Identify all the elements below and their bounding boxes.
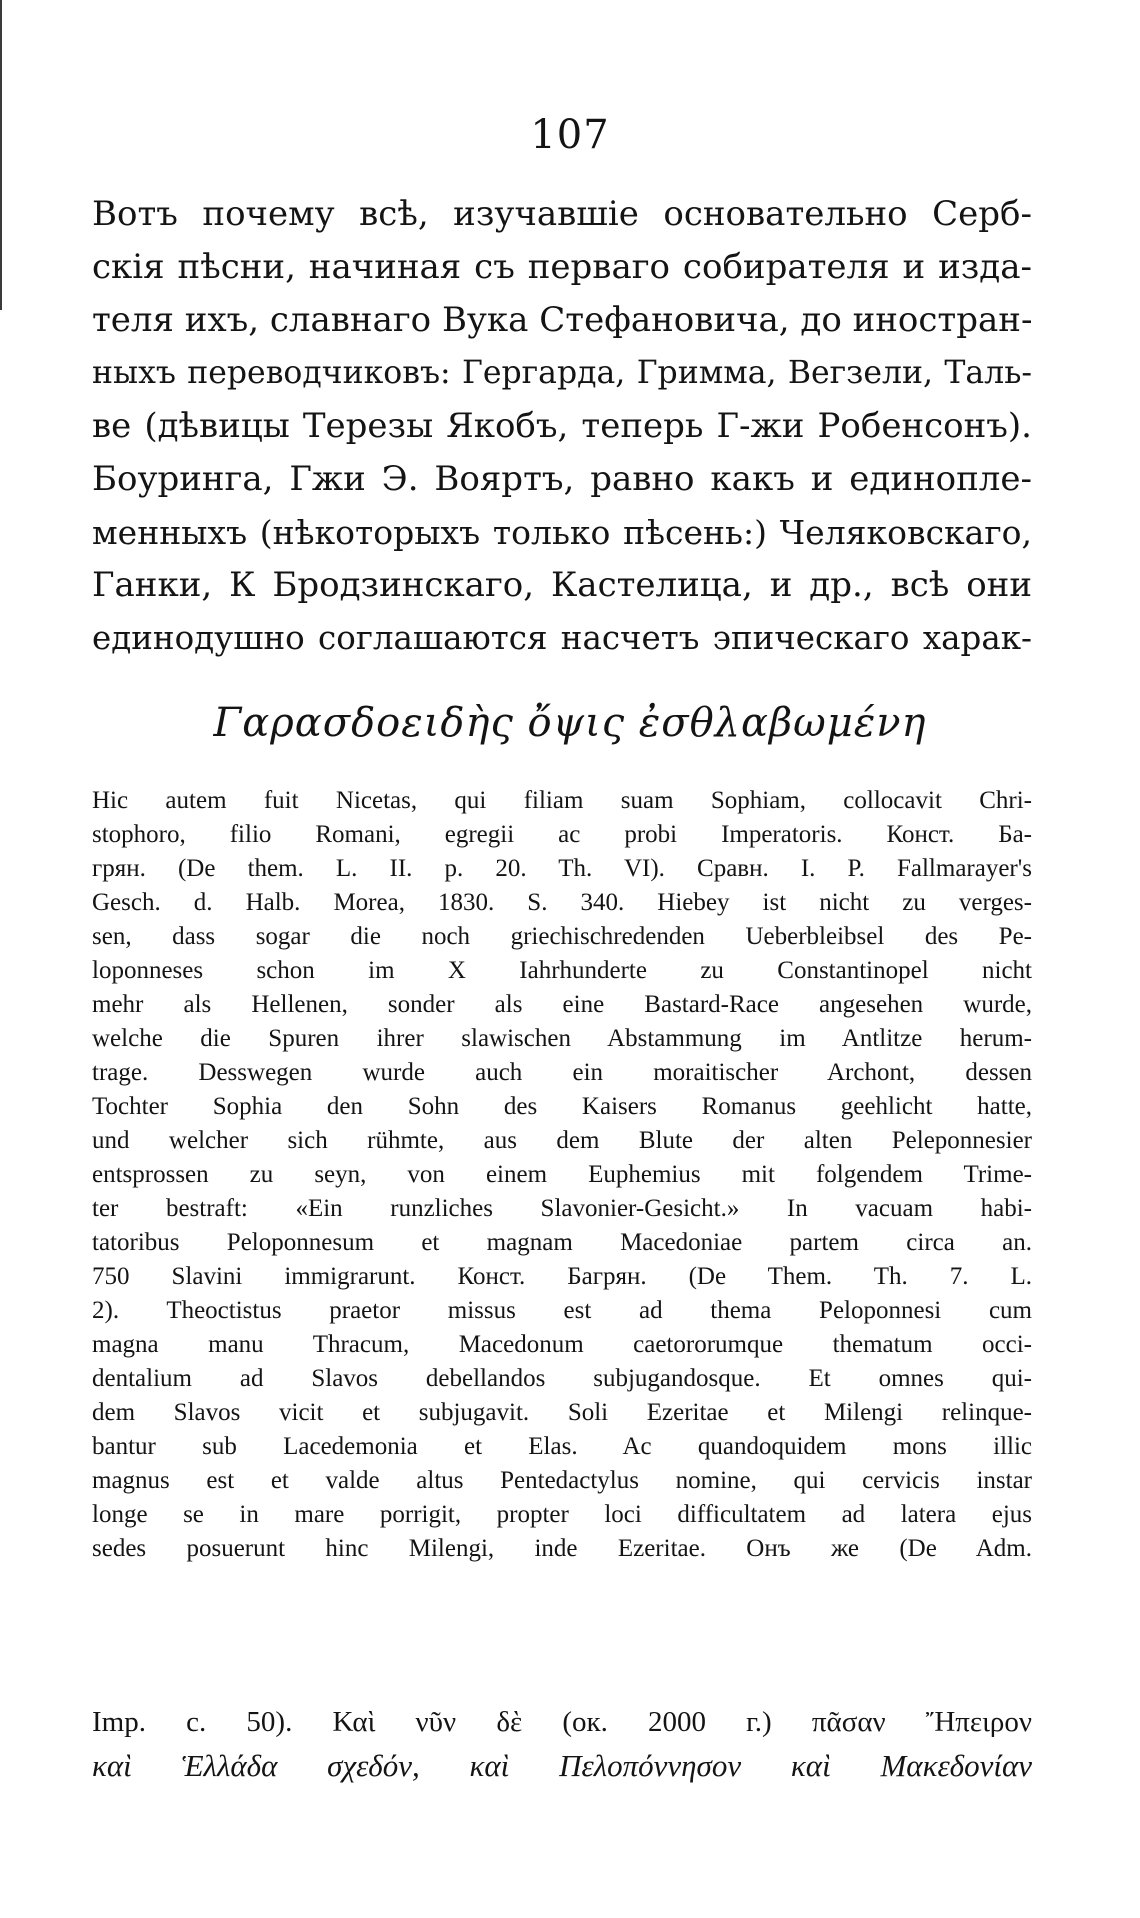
footnote — [92, 784, 1032, 1566]
footnote-line: sen, dass sogar die noch griechischredenden Ueberbleibsel des Pe- — [92, 923, 1032, 950]
main-line: Ганки, К Бродзинскаго, Кастелица, и др., всѣ они — [92, 565, 1032, 605]
main-line: менныхъ (нѣкоторыхъ только пѣсень:) Челяковскаго, — [92, 513, 1032, 552]
footnote-line: 750 Slavini immigrarunt. Конст. Багрян. (De Them. Th. 7. L. — [92, 1263, 1032, 1290]
footnote-line: dentalium ad Slavos debellandos subjugandosque. Et omnes qui- — [92, 1365, 1032, 1392]
footnote-line: Hic autem fuit Nicetas, qui filiam suam Sophiam, collocavit Chri- — [92, 787, 1032, 814]
footnote-line: sedes posuerunt hinc Milengi, inde Ezeritae. Онъ же (De Adm. — [92, 1535, 1032, 1562]
footnote-line: trage. Desswegen wurde auch ein moraitischer Archont, dessen — [92, 1059, 1032, 1086]
footnote-line: welche die Spuren ihrer slawischen Abstammung im Antlitze herum- — [92, 1025, 1032, 1052]
footnote-line: stophoro, filio Romani, egregii ac probi Imperatoris. Конст. Ба- — [92, 821, 1032, 848]
footnote-line: Tochter Sophia den Sohn des Kaisers Romanus geehlicht hatte, — [92, 1093, 1032, 1120]
main-line: скія пѣсни, начиная съ перваго собирателя и изда- — [92, 247, 1032, 287]
footnote-line: грян. (De them. L. II. p. 20. Th. VI). Сравн. I. P. Fallmarayer's — [92, 855, 1032, 882]
main-line: единодушно соглашаются насчетъ эпическаго харак- — [92, 619, 1032, 657]
main-line: ныхъ переводчиковъ: Гергарда, Гримма, Вегзели, Таль- — [92, 355, 1032, 391]
footnote-line: bantur sub Lacedemonia et Elas. Ac quandoquidem mons illic — [92, 1433, 1032, 1460]
footnote-line: und welcher sich rühmte, aus dem Blute der alten Peleponnesier — [92, 1127, 1032, 1154]
main-line: теля ихъ, славнаго Вука Стефановича, до иностран- — [92, 300, 1033, 340]
footnote-line: magna manu Thracum, Macedonum caetororumque thematum occi- — [92, 1331, 1032, 1358]
page-number: 107 — [530, 112, 610, 158]
main-line: Вотъ почему всѣ, изучавшіе основательно Серб- — [92, 194, 1032, 234]
main-line: Боуринга, Гжи Э. Вояртъ, равно какъ и единопле- — [92, 459, 1032, 499]
footnote-line: longe se in mare porrigit, propter loci difficultatem ad latera ejus — [92, 1501, 1032, 1528]
greek-caption: Γαρασδοειδὴς ὄψις ἐσθλαβωμένη — [213, 700, 927, 746]
footnote-line: Imp. c. 50). Καὶ νῦν δὲ (ок. 2000 г.) πᾶσαν Ἤπειρον — [92, 1706, 1032, 1738]
footnote-line: dem Slavos vicit et subjugavit. Soli Ezeritae et Milengi relinque- — [92, 1399, 1032, 1426]
footnote-line: loponneses schon im X Iahrhunderte zu Constantinopel nicht — [92, 957, 1032, 984]
footnote-line: magnus est et valde altus Pentedactylus nomine, qui cervicis instar — [92, 1467, 1032, 1494]
main-paragraph — [92, 188, 1032, 665]
footnote-line: entsprossen zu seyn, von einem Euphemius mit folgendem Trime- — [92, 1161, 1032, 1188]
footnote-line: tatoribus Peloponnesum et magnam Macedoniae partem circa an. — [92, 1229, 1032, 1256]
footnote-line: 2). Theoctistus praetor missus est ad thema Peloponnesi cum — [92, 1297, 1032, 1324]
footnote-line: Gesch. d. Halb. Morea, 1830. S. 340. Hiebey ist nicht zu verges- — [92, 889, 1032, 916]
footnote-line: ter bestraft: «Ein runzliches Slavonier-Gesicht.» In vacuam habi- — [92, 1195, 1032, 1222]
footnote-line: καὶ Ἑλλάδα σχεδόν, καὶ Πελοπόννησον καὶ Μακεδονίαν — [92, 1748, 1032, 1783]
main-line: ве (дѣвицы Терезы Якобъ, теперь Г-жи Робенсонъ). — [92, 406, 1032, 446]
footnote-line: mehr als Hellenen, sonder als eine Bastard-Race angesehen wurde, — [92, 991, 1032, 1018]
